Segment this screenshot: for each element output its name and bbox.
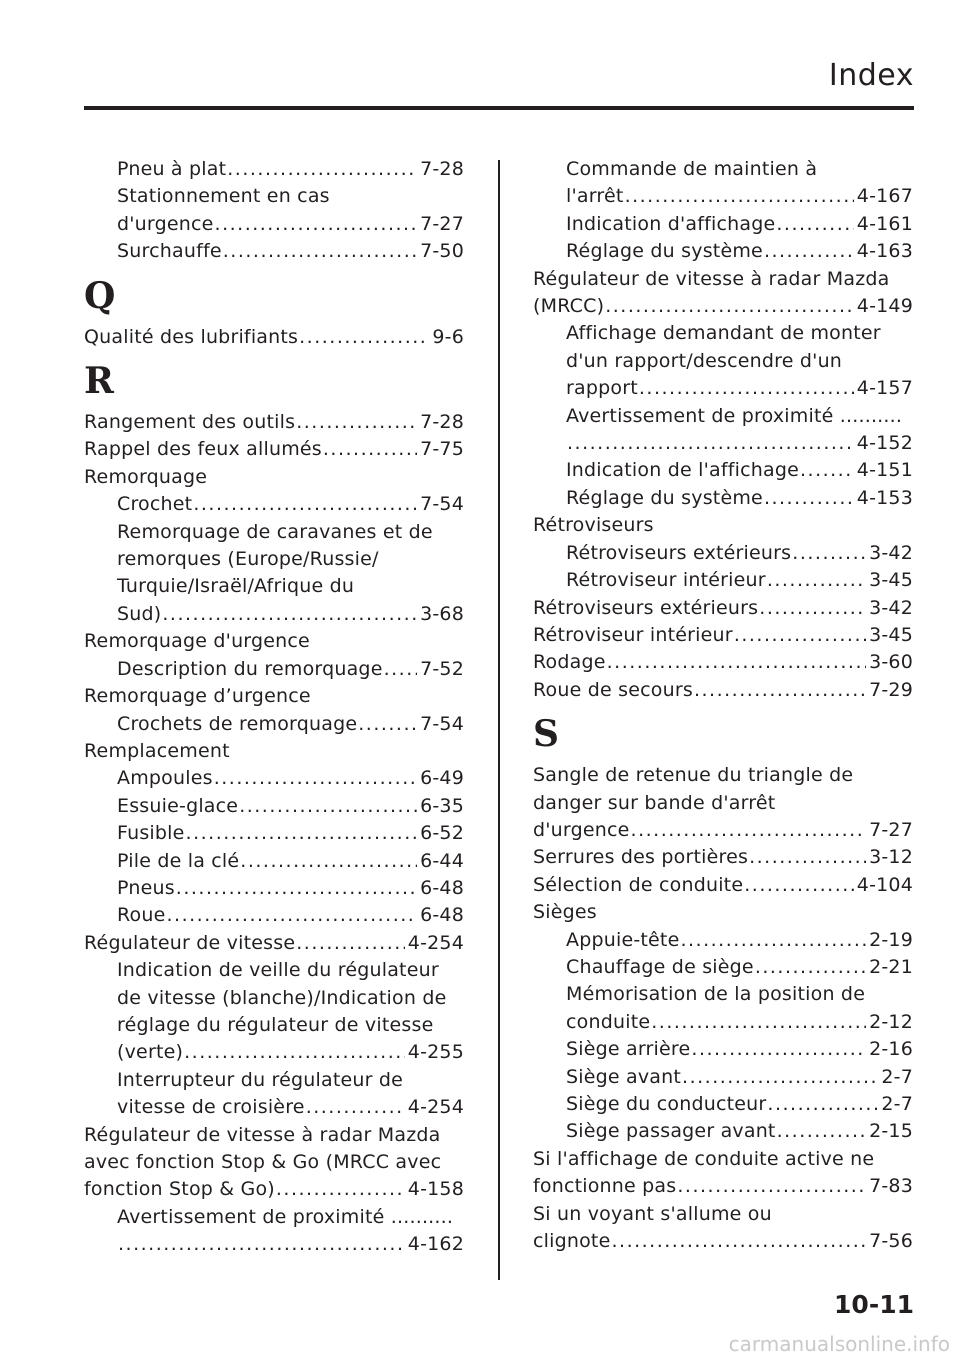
index-entry-text: [84, 183, 464, 210]
index-entry: [533, 457, 913, 484]
dot-leader: [631, 817, 867, 844]
index-entry: [533, 1118, 913, 1145]
index-entry-label: Rappel des feux allumés: [84, 438, 322, 461]
dot-leader: [607, 649, 866, 676]
index-entry-label: d'urgence: [533, 818, 630, 841]
index-page-ref: 4-152: [856, 432, 913, 455]
index-page-ref: 4-153: [856, 486, 913, 509]
dot-leader: [764, 238, 854, 265]
dot-leader: [239, 793, 417, 820]
index-entry-label: Siège du conducteur: [566, 1093, 767, 1115]
index-entry-label: Pile de la clé: [117, 849, 240, 872]
index-entry-label: de vitesse (blanche)/Indication de: [117, 986, 447, 1009]
index-entry: [84, 1176, 464, 1203]
index-entry: [533, 211, 913, 238]
index-entry-text: [84, 628, 464, 655]
index-entry: [84, 409, 464, 436]
dot-leader: [323, 436, 417, 463]
index-entry-label: Interrupteur du régulateur de: [117, 1068, 404, 1091]
dot-leader: [223, 238, 417, 265]
index-entry: [533, 1009, 913, 1036]
index-entry: [84, 902, 464, 929]
index-entry-text: [533, 156, 913, 183]
dot-leader: [605, 293, 854, 320]
index-page-ref: 6-35: [420, 794, 464, 817]
index-entry-label: rapport: [566, 377, 638, 400]
index-page-ref: 6-48: [420, 904, 464, 927]
index-entry-label: Stationnement en cas: [117, 185, 330, 208]
dot-leader: [118, 1231, 405, 1258]
dot-leader: [384, 656, 417, 683]
index-entry: [533, 485, 913, 512]
index-page-ref: 4-149: [856, 295, 913, 318]
index-entry-label: Rétroviseurs extérieurs: [533, 596, 759, 619]
index-entry-label: d'urgence: [117, 212, 214, 235]
index-page-ref: 2-7: [881, 1093, 913, 1115]
index-page-ref: 7-54: [420, 712, 464, 735]
index-page-ref: 2-15: [869, 1120, 913, 1143]
index-entry-label: Remorquage de caravanes et de: [117, 520, 433, 543]
dot-leader: [296, 409, 417, 436]
index-page-ref: 4-158: [407, 1178, 464, 1201]
dot-leader: [567, 430, 854, 457]
index-entry: [533, 677, 913, 704]
index-entry-label: réglage du régulateur de vitesse: [117, 1013, 434, 1036]
index-page-ref: 7-27: [869, 818, 913, 841]
index-entry-label: Sangle de retenue du triangle de: [533, 764, 854, 787]
index-entry: [84, 436, 464, 463]
index-page-ref: 4-167: [856, 185, 913, 208]
dot-leader: [744, 872, 854, 899]
index-entry: [84, 601, 464, 628]
index-entry-label: Sud): [117, 602, 162, 625]
index-entry: [533, 595, 913, 622]
dot-leader: [776, 211, 853, 238]
index-entry-label: Régulateur de vitesse à radar Mazda: [533, 267, 890, 290]
dot-leader: [240, 848, 417, 875]
index-entry-label: Remorquage: [84, 465, 208, 488]
index-entry-label: Serrures des portières: [533, 846, 749, 869]
page-header-title: Index: [828, 58, 914, 93]
index-page-ref: 4-255: [407, 1041, 464, 1064]
index-section-letter: S: [533, 713, 560, 756]
index-entry-label: Rétroviseurs extérieurs: [566, 541, 792, 564]
index-page-ref: 7-50: [420, 240, 464, 263]
dot-leader: [651, 1009, 866, 1036]
index-page-ref: 3-60: [869, 651, 913, 674]
index-entry-label: Indication de veille du régulateur: [117, 959, 439, 982]
index-entry-label: Chauffage de siège: [566, 955, 754, 978]
dot-leader: [764, 485, 854, 512]
index-page-ref: 2-19: [869, 928, 913, 951]
dot-leader: [611, 1228, 866, 1255]
index-entry: [533, 1091, 913, 1118]
index-page-ref: 3-68: [420, 602, 464, 625]
index-page-ref: 6-52: [420, 822, 464, 845]
index-entry: [533, 649, 913, 676]
index-entry-label: Siège arrière: [566, 1038, 691, 1061]
index-entry-label: Rodage: [533, 651, 606, 674]
index-entry: [533, 183, 913, 210]
index-entry-label: vitesse de croisière: [117, 1096, 305, 1119]
dot-leader: [755, 954, 866, 981]
index-page-ref: 3-42: [869, 541, 913, 564]
index-entry-text: [533, 790, 913, 817]
index-page-ref: 7-28: [420, 158, 464, 180]
index-entry: [84, 1094, 464, 1121]
index-page-ref: 4-104: [856, 873, 913, 896]
index-entry: [533, 1228, 913, 1255]
index-entry: [84, 848, 464, 875]
index-page-ref: 6-48: [420, 876, 464, 899]
index-entry-label: Fusible: [117, 822, 185, 845]
index-entry-text: [533, 762, 913, 789]
index-entry-label: Pneus: [117, 876, 175, 899]
index-entry: [533, 430, 913, 457]
index-page-ref: 2-21: [869, 955, 913, 978]
index-entry-text: [84, 573, 464, 600]
index-entry-label: Si l'affichage de conduite active ne: [533, 1147, 875, 1170]
index-entry: [84, 820, 464, 847]
index-entry-label: Sélection de conduite: [533, 873, 744, 896]
dot-leader: [777, 1118, 866, 1145]
dot-leader: [800, 457, 854, 484]
index-entry: [84, 711, 464, 738]
index-entry-label: Rétroviseur intérieur: [566, 569, 766, 592]
index-entry-text: [84, 519, 464, 546]
index-entry-text: [533, 403, 913, 430]
index-entry: [533, 1064, 913, 1091]
index-entry-text: [84, 1012, 464, 1039]
index-page-ref: 4-151: [856, 459, 913, 482]
index-entry-label: remorques (Europe/Russie/: [117, 548, 379, 571]
index-entry-text: [84, 464, 464, 491]
index-entry-text: [84, 1204, 464, 1231]
dot-leader: [176, 875, 417, 902]
index-entry: [533, 954, 913, 981]
index-page-ref: 3-45: [869, 569, 913, 592]
page-number: 10-11: [834, 1290, 914, 1319]
index-page-ref: 4-162: [407, 1233, 464, 1256]
index-entry-text: [533, 266, 913, 293]
index-page-ref: 4-254: [407, 1096, 464, 1119]
index-page-ref: 2-16: [869, 1038, 913, 1061]
index-page-ref: 6-49: [420, 767, 464, 790]
dot-leader: [677, 1173, 866, 1200]
index-page-ref: 7-52: [420, 657, 464, 680]
index-entry-text: [84, 683, 464, 710]
index-entry-label: Affichage demandant de monter: [566, 322, 881, 345]
dot-leader: [749, 844, 866, 871]
index-entry: [84, 238, 464, 265]
index-page-ref: 7-75: [420, 438, 464, 461]
index-entry-label: Régulateur de vitesse: [84, 931, 296, 954]
index-entry-text: [84, 1149, 464, 1176]
dot-leader: [162, 601, 417, 628]
watermark: carmanualsonline.info: [728, 1332, 950, 1356]
index-entry-label: (verte): [117, 1041, 184, 1064]
dot-leader: [296, 930, 405, 957]
index-entry-label: Surchauffe: [117, 240, 222, 263]
dot-leader: [639, 375, 854, 402]
index-entry-text: [84, 1067, 464, 1094]
index-entry: [533, 540, 913, 567]
index-column-right: [533, 156, 913, 1255]
index-entry-label: Crochets de remorquage: [117, 712, 358, 735]
index-page-ref: 2-7: [881, 1065, 913, 1088]
index-entry-label: Remplacement: [84, 739, 230, 762]
dot-leader: [186, 820, 418, 847]
index-entry-text: [533, 348, 913, 375]
dot-leader: [767, 1091, 878, 1118]
index-entry-label: Si un voyant s'allume ou: [533, 1202, 772, 1225]
index-entry-text: [533, 320, 913, 347]
index-entry-label: Turquie/Israël/Afrique du: [117, 575, 355, 598]
index-page-ref: 4-254: [407, 931, 464, 954]
dot-leader: [184, 1039, 405, 1066]
index-entry-label: Appuie-tête: [566, 928, 680, 951]
index-page-ref: 7-28: [420, 411, 464, 434]
dot-leader: [227, 156, 417, 183]
index-entry-label: Rangement des outils: [84, 411, 296, 434]
dot-leader: [625, 183, 854, 210]
index-entry-text: [84, 985, 464, 1012]
index-entry-label: Remorquage d'urgence: [84, 630, 310, 653]
dot-leader: [767, 567, 866, 594]
index-entry-label: conduite: [566, 1010, 651, 1033]
index-entry-label: fonction Stop & Go): [84, 1178, 275, 1201]
index-entry-label: Remorquage d’urgence: [84, 685, 311, 708]
index-entry: [533, 927, 913, 954]
dot-leader: [214, 765, 417, 792]
index-page-ref: 3-45: [869, 623, 913, 646]
index-entry-label: Indication d'affichage: [566, 212, 776, 235]
index-entry: [84, 656, 464, 683]
index-entry: [84, 1039, 464, 1066]
index-entry-label: Commande de maintien à: [566, 158, 818, 180]
index-entry-label: Réglage du système: [566, 240, 763, 263]
header-rule: [84, 106, 914, 110]
dot-leader: [167, 902, 418, 929]
index-page-ref: 7-29: [869, 678, 913, 701]
index-page-ref: 7-83: [869, 1175, 913, 1198]
index-entry-label: Avertissement de proximité ..........: [566, 404, 903, 427]
index-entry: [533, 622, 913, 649]
dot-leader: [691, 1036, 866, 1063]
index-page-ref: 7-56: [869, 1230, 913, 1253]
index-section-letter: Q: [84, 274, 116, 317]
index-entry: [84, 1231, 464, 1258]
index-entry-label: Avertissement de proximité ..........: [117, 1205, 454, 1228]
index-entry-label: Sièges: [533, 901, 597, 924]
index-entry: [84, 156, 464, 183]
index-entry-label: Ampoules: [117, 767, 213, 790]
index-entry-text: [84, 738, 464, 765]
column-divider: [498, 160, 500, 1280]
index-entry: [533, 567, 913, 594]
index-entry-label: Description du remorquage: [117, 657, 383, 680]
index-entry-label: l'arrêt: [566, 185, 624, 208]
index-entry-label: Rétroviseurs: [533, 514, 654, 537]
index-entry-text: [84, 1122, 464, 1149]
index-entry-label: (MRCC): [533, 295, 605, 318]
index-entry: [84, 930, 464, 957]
dot-leader: [299, 324, 429, 351]
index-entry-text: [533, 1201, 913, 1228]
index-page-ref: 7-27: [420, 212, 464, 235]
index-entry: [84, 793, 464, 820]
dot-leader: [682, 1064, 878, 1091]
index-entry-label: Rétroviseur intérieur: [533, 623, 733, 646]
index-entry: [533, 238, 913, 265]
index-entry-label: Mémorisation de la position de: [566, 983, 866, 1006]
index-entry: [84, 875, 464, 902]
index-entry-label: Indication de l'affichage: [566, 459, 799, 482]
index-page-ref: 3-12: [869, 846, 913, 869]
index-entry: [533, 293, 913, 320]
index-entry-label: Siège passager avant: [566, 1120, 776, 1143]
index-entry-label: Roue de secours: [533, 678, 693, 701]
index-entry-text: [84, 546, 464, 573]
index-entry-label: Crochet: [117, 493, 193, 516]
dot-leader: [734, 622, 866, 649]
index-page-ref: 9-6: [432, 325, 464, 348]
index-entry-label: d'un rapport/descendre d'un: [566, 349, 843, 372]
index-entry-text: [533, 1146, 913, 1173]
index-entry-label: Qualité des lubrifiants: [84, 325, 299, 348]
index-page-ref: 7-54: [420, 493, 464, 516]
index-entry-label: Roue: [117, 904, 166, 927]
dot-leader: [306, 1094, 405, 1121]
index-entry: [84, 211, 464, 238]
index-entry-text: [533, 899, 913, 926]
index-entry-label: Siège avant: [566, 1065, 682, 1088]
index-page-ref: 6-44: [420, 849, 464, 872]
index-page-ref: 4-157: [856, 377, 913, 400]
dot-leader: [193, 491, 417, 518]
index-page-ref: 4-163: [856, 240, 913, 263]
index-page-ref: 4-161: [856, 212, 913, 235]
index-entry-label: clignote: [533, 1230, 611, 1253]
index-entry: [533, 375, 913, 402]
index-entry: [84, 765, 464, 792]
index-entry-text: [533, 981, 913, 1008]
index-entry-text: [533, 512, 913, 539]
index-entry-label: Pneu à plat: [117, 158, 227, 180]
index-entry: [533, 844, 913, 871]
index-entry-label: Réglage du système: [566, 486, 763, 509]
index-column-left: [84, 156, 464, 1259]
index-entry: [533, 817, 913, 844]
dot-leader: [680, 927, 866, 954]
index-entry-label: danger sur bande d'arrêt: [533, 791, 776, 814]
index-entry: [533, 872, 913, 899]
dot-leader: [694, 677, 866, 704]
dot-leader: [792, 540, 866, 567]
index-entry-label: fonctionne pas: [533, 1175, 677, 1198]
dot-leader: [276, 1176, 405, 1203]
index-page-ref: 2-12: [869, 1010, 913, 1033]
index-entry: [533, 1173, 913, 1200]
index-entry-label: Régulateur de vitesse à radar Mazda: [84, 1123, 441, 1146]
dot-leader: [215, 211, 418, 238]
dot-leader: [759, 595, 866, 622]
index-entry: [84, 324, 464, 351]
index-page-ref: 3-42: [869, 596, 913, 619]
dot-leader: [358, 711, 417, 738]
index-section-letter: R: [84, 360, 115, 403]
index-entry: [533, 1036, 913, 1063]
index-entry: [84, 491, 464, 518]
index-entry-label: Essuie-glace: [117, 794, 239, 817]
index-entry-text: [84, 957, 464, 984]
index-entry-label: avec fonction Stop & Go (MRCC avec: [84, 1151, 442, 1173]
